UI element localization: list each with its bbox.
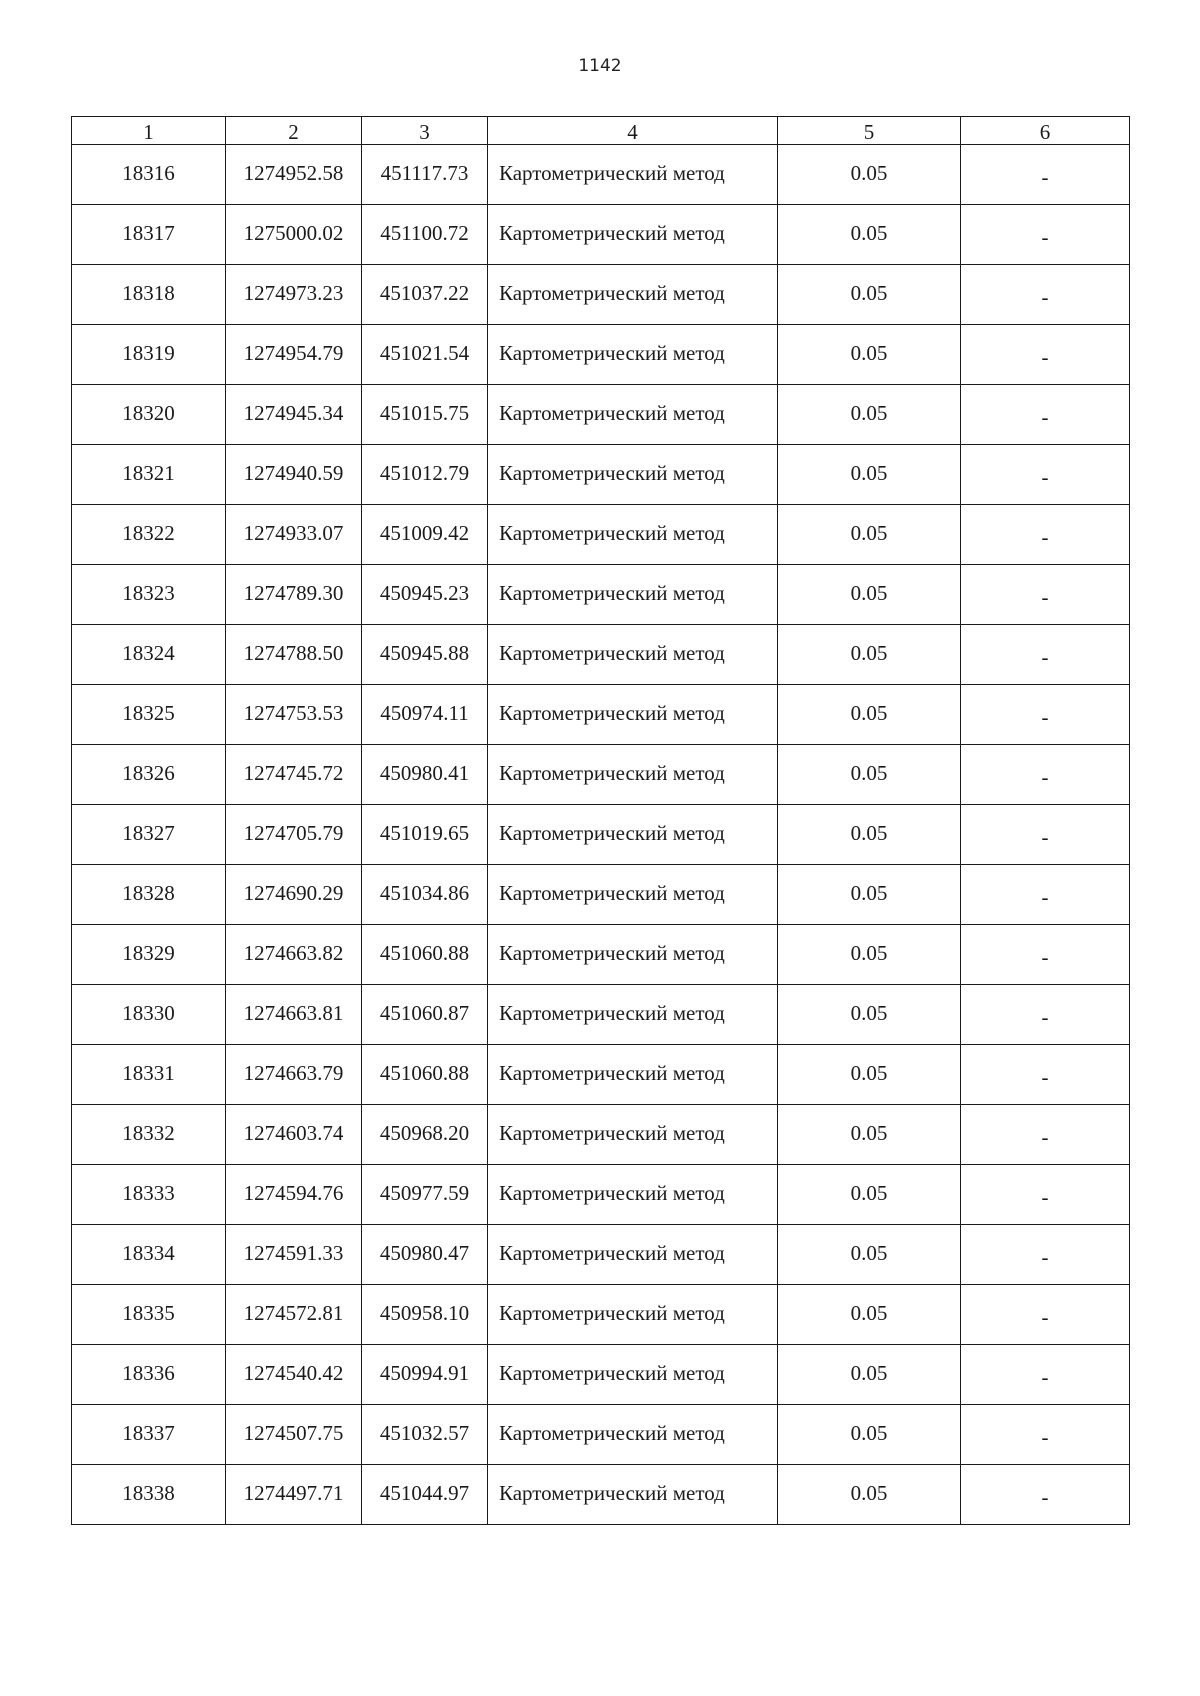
accuracy-cell: 0.05	[778, 685, 961, 745]
point-number-cell: 18318	[72, 265, 226, 325]
method-cell: Картометрический метод	[488, 865, 778, 925]
y-coordinate-cell: 451034.86	[362, 865, 488, 925]
accuracy-cell: 0.05	[778, 1045, 961, 1105]
column-header: 4	[488, 117, 778, 145]
method-cell: Картометрический метод	[488, 685, 778, 745]
point-number-cell: 18320	[72, 385, 226, 445]
table-row	[72, 1165, 1130, 1225]
point-number-cell: 18323	[72, 565, 226, 625]
point-number-cell: 18321	[72, 445, 226, 505]
note-cell: -	[961, 685, 1130, 745]
point-number-cell: 18335	[72, 1285, 226, 1345]
y-coordinate-cell: 450977.59	[362, 1165, 488, 1225]
x-coordinate-cell: 1274540.42	[226, 1345, 362, 1405]
note-cell: -	[961, 1285, 1130, 1345]
x-coordinate-cell: 1274594.76	[226, 1165, 362, 1225]
accuracy-cell: 0.05	[778, 625, 961, 685]
table-row	[72, 1405, 1130, 1465]
table-row	[72, 385, 1130, 445]
table-row	[72, 1045, 1130, 1105]
point-number-cell: 18334	[72, 1225, 226, 1285]
note-cell: -	[961, 565, 1130, 625]
note-cell: -	[961, 1225, 1130, 1285]
y-coordinate-cell: 451021.54	[362, 325, 488, 385]
note-cell: -	[961, 985, 1130, 1045]
method-cell: Картометрический метод	[488, 1405, 778, 1465]
y-coordinate-cell: 451100.72	[362, 205, 488, 265]
table-row	[72, 865, 1130, 925]
accuracy-cell: 0.05	[778, 805, 961, 865]
accuracy-cell: 0.05	[778, 1165, 961, 1225]
y-coordinate-cell: 451012.79	[362, 445, 488, 505]
method-cell: Картометрический метод	[488, 445, 778, 505]
table-row	[72, 1465, 1130, 1525]
table-row	[72, 205, 1130, 265]
note-cell: -	[961, 445, 1130, 505]
y-coordinate-cell: 450945.23	[362, 565, 488, 625]
x-coordinate-cell: 1274591.33	[226, 1225, 362, 1285]
point-number-cell: 18316	[72, 145, 226, 205]
accuracy-cell: 0.05	[778, 205, 961, 265]
y-coordinate-cell: 451019.65	[362, 805, 488, 865]
column-header: 2	[226, 117, 362, 145]
accuracy-cell: 0.05	[778, 1405, 961, 1465]
x-coordinate-cell: 1274663.82	[226, 925, 362, 985]
table-row	[72, 625, 1130, 685]
accuracy-cell: 0.05	[778, 145, 961, 205]
note-cell: -	[961, 145, 1130, 205]
table-header-row	[72, 117, 1130, 145]
table-row	[72, 985, 1130, 1045]
y-coordinate-cell: 451060.87	[362, 985, 488, 1045]
point-number-cell: 18317	[72, 205, 226, 265]
note-cell: -	[961, 1405, 1130, 1465]
y-coordinate-cell: 450958.10	[362, 1285, 488, 1345]
x-coordinate-cell: 1274497.71	[226, 1465, 362, 1525]
method-cell: Картометрический метод	[488, 1105, 778, 1165]
accuracy-cell: 0.05	[778, 565, 961, 625]
point-number-cell: 18328	[72, 865, 226, 925]
x-coordinate-cell: 1274745.72	[226, 745, 362, 805]
y-coordinate-cell: 450968.20	[362, 1105, 488, 1165]
point-number-cell: 18331	[72, 1045, 226, 1105]
note-cell: -	[961, 865, 1130, 925]
point-number-cell: 18327	[72, 805, 226, 865]
x-coordinate-cell: 1274788.50	[226, 625, 362, 685]
accuracy-cell: 0.05	[778, 925, 961, 985]
y-coordinate-cell: 451044.97	[362, 1465, 488, 1525]
point-number-cell: 18332	[72, 1105, 226, 1165]
page-number: 1142	[578, 56, 622, 76]
column-header: 1	[72, 117, 226, 145]
accuracy-cell: 0.05	[778, 325, 961, 385]
y-coordinate-cell: 450994.91	[362, 1345, 488, 1405]
table-row	[72, 685, 1130, 745]
x-coordinate-cell: 1274507.75	[226, 1405, 362, 1465]
accuracy-cell: 0.05	[778, 385, 961, 445]
point-number-cell: 18319	[72, 325, 226, 385]
method-cell: Картометрический метод	[488, 1285, 778, 1345]
method-cell: Картометрический метод	[488, 1225, 778, 1285]
x-coordinate-cell: 1274663.81	[226, 985, 362, 1045]
x-coordinate-cell: 1275000.02	[226, 205, 362, 265]
x-coordinate-cell: 1274705.79	[226, 805, 362, 865]
y-coordinate-cell: 451037.22	[362, 265, 488, 325]
note-cell: -	[961, 625, 1130, 685]
method-cell: Картометрический метод	[488, 505, 778, 565]
method-cell: Картометрический метод	[488, 1465, 778, 1525]
coordinates-table	[71, 116, 1130, 1525]
y-coordinate-cell: 451060.88	[362, 1045, 488, 1105]
note-cell: -	[961, 745, 1130, 805]
note-cell: -	[961, 265, 1130, 325]
y-coordinate-cell: 450974.11	[362, 685, 488, 745]
x-coordinate-cell: 1274789.30	[226, 565, 362, 625]
point-number-cell: 18337	[72, 1405, 226, 1465]
method-cell: Картометрический метод	[488, 745, 778, 805]
accuracy-cell: 0.05	[778, 985, 961, 1045]
y-coordinate-cell: 450980.41	[362, 745, 488, 805]
accuracy-cell: 0.05	[778, 745, 961, 805]
table-row	[72, 1225, 1130, 1285]
accuracy-cell: 0.05	[778, 1465, 961, 1525]
note-cell: -	[961, 805, 1130, 865]
point-number-cell: 18322	[72, 505, 226, 565]
note-cell: -	[961, 1345, 1130, 1405]
point-number-cell: 18325	[72, 685, 226, 745]
accuracy-cell: 0.05	[778, 865, 961, 925]
table-row	[72, 145, 1130, 205]
note-cell: -	[961, 385, 1130, 445]
x-coordinate-cell: 1274954.79	[226, 325, 362, 385]
x-coordinate-cell: 1274940.59	[226, 445, 362, 505]
accuracy-cell: 0.05	[778, 1285, 961, 1345]
y-coordinate-cell: 451009.42	[362, 505, 488, 565]
accuracy-cell: 0.05	[778, 445, 961, 505]
point-number-cell: 18330	[72, 985, 226, 1045]
column-header: 6	[961, 117, 1130, 145]
note-cell: -	[961, 1465, 1130, 1525]
x-coordinate-cell: 1274952.58	[226, 145, 362, 205]
table-row	[72, 265, 1130, 325]
table-row	[72, 1345, 1130, 1405]
x-coordinate-cell: 1274945.34	[226, 385, 362, 445]
method-cell: Картометрический метод	[488, 1345, 778, 1405]
table-row	[72, 325, 1130, 385]
method-cell: Картометрический метод	[488, 1165, 778, 1225]
accuracy-cell: 0.05	[778, 1105, 961, 1165]
table-body	[72, 145, 1130, 1525]
accuracy-cell: 0.05	[778, 505, 961, 565]
accuracy-cell: 0.05	[778, 265, 961, 325]
accuracy-cell: 0.05	[778, 1345, 961, 1405]
y-coordinate-cell: 450980.47	[362, 1225, 488, 1285]
method-cell: Картометрический метод	[488, 385, 778, 445]
point-number-cell: 18326	[72, 745, 226, 805]
method-cell: Картометрический метод	[488, 925, 778, 985]
method-cell: Картометрический метод	[488, 145, 778, 205]
table-row	[72, 445, 1130, 505]
note-cell: -	[961, 1165, 1130, 1225]
y-coordinate-cell: 450945.88	[362, 625, 488, 685]
table-row	[72, 805, 1130, 865]
x-coordinate-cell: 1274753.53	[226, 685, 362, 745]
y-coordinate-cell: 451117.73	[362, 145, 488, 205]
method-cell: Картометрический метод	[488, 1045, 778, 1105]
table-row	[72, 1285, 1130, 1345]
x-coordinate-cell: 1274973.23	[226, 265, 362, 325]
method-cell: Картометрический метод	[488, 625, 778, 685]
note-cell: -	[961, 1105, 1130, 1165]
column-header: 3	[362, 117, 488, 145]
method-cell: Картометрический метод	[488, 805, 778, 865]
note-cell: -	[961, 505, 1130, 565]
table-row	[72, 505, 1130, 565]
table-row	[72, 565, 1130, 625]
method-cell: Картометрический метод	[488, 565, 778, 625]
y-coordinate-cell: 451060.88	[362, 925, 488, 985]
x-coordinate-cell: 1274933.07	[226, 505, 362, 565]
point-number-cell: 18324	[72, 625, 226, 685]
table-row	[72, 745, 1130, 805]
method-cell: Картометрический метод	[488, 265, 778, 325]
x-coordinate-cell: 1274663.79	[226, 1045, 362, 1105]
table-row	[72, 1105, 1130, 1165]
x-coordinate-cell: 1274690.29	[226, 865, 362, 925]
accuracy-cell: 0.05	[778, 1225, 961, 1285]
column-header: 5	[778, 117, 961, 145]
note-cell: -	[961, 925, 1130, 985]
point-number-cell: 18333	[72, 1165, 226, 1225]
x-coordinate-cell: 1274572.81	[226, 1285, 362, 1345]
y-coordinate-cell: 451032.57	[362, 1405, 488, 1465]
method-cell: Картометрический метод	[488, 985, 778, 1045]
method-cell: Картометрический метод	[488, 205, 778, 265]
point-number-cell: 18336	[72, 1345, 226, 1405]
table-row	[72, 925, 1130, 985]
note-cell: -	[961, 1045, 1130, 1105]
note-cell: -	[961, 325, 1130, 385]
method-cell: Картометрический метод	[488, 325, 778, 385]
y-coordinate-cell: 451015.75	[362, 385, 488, 445]
point-number-cell: 18338	[72, 1465, 226, 1525]
note-cell: -	[961, 205, 1130, 265]
x-coordinate-cell: 1274603.74	[226, 1105, 362, 1165]
point-number-cell: 18329	[72, 925, 226, 985]
